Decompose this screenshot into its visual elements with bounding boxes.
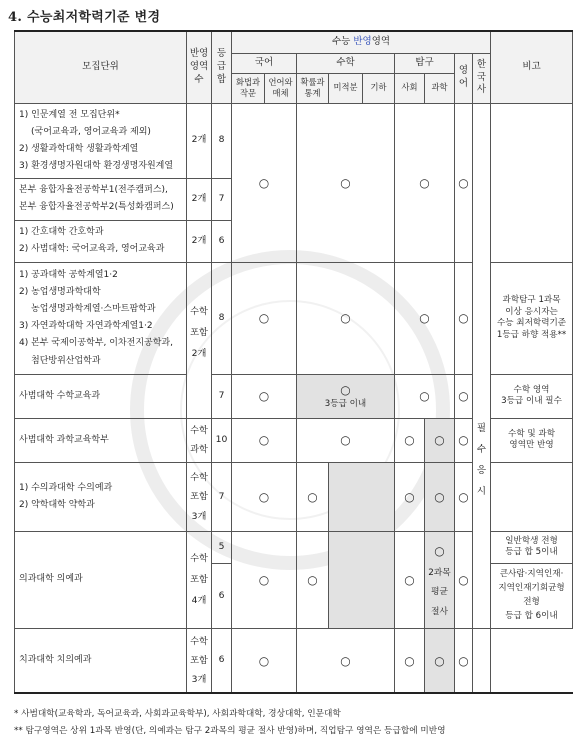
grade-sum: 6 [212,563,232,628]
inquiry-mark: ○ [395,374,455,418]
history-required: 필 수 응 시 [473,103,491,628]
grade-sum: 8 [212,103,232,178]
remark-cell [491,462,573,531]
header-inquiry: 탐구 [395,53,455,73]
grade-sum: 7 [212,374,232,418]
calculus-geometry-shade [329,462,395,531]
header-prob-stats: 확률과 통계 [297,73,329,103]
header-reflect-area: 수능 반영영역 [232,31,491,53]
header-unit: 모집단위 [15,31,187,103]
unit-cell: 1) 공과대학 공학계열1·2 2) 농업생명과학대학 농업생명과학계열·스마트팜학과 3) 자연과학대학 자연과학계열1·2 4) 본부 국제이공학부, 이차전지공학과, 첨단방위산업학과 [15,262,187,374]
prob-stats-mark: ○ [297,462,329,531]
unit-cell: 본부 융합자율전공학부1(전주캠퍼스), 본부 융합자율전공학부2(특성화캠퍼스) [15,178,187,220]
unit-cell: 1) 간호대학 간호학과 2) 사범대학: 국어교육과, 영어교육과 [15,220,187,262]
english-mark: ○ [455,628,473,693]
remark-cell: 큰사람·지역인재· 지역인재기회균형 전형 등급 합 6이내 [491,563,573,628]
reflect-count: 수학 포함 2개 [187,262,212,418]
english-mark: ○ [455,103,473,262]
csat-minimum-standard-table [14,30,573,694]
grade-sum: 7 [212,178,232,220]
remark-cell: 수학 영역 3등급 이내 필수 [491,374,573,418]
english-mark: ○ [455,262,473,374]
footnotes [14,706,574,739]
unit-cell: 1) 인문계열 전 모집단위* (국어교육과, 영어교육과 제외) 2) 생활과학대학 생활과학계열 3) 환경생명자원대학 환경생명자원계열 [15,103,187,178]
header-math: 수학 [297,53,395,73]
calculus-geometry-shade [329,531,395,628]
unit-cell: 사범대학 수학교육과 [15,374,187,418]
english-mark: ○ [455,462,473,531]
grade-sum: 6 [212,220,232,262]
unit-cell: 치과대학 치의예과 [15,628,187,693]
social-mark: ○ [395,628,425,693]
korean-mark: ○ [232,103,297,262]
remark-cell: 과학탐구 1과목 이상 응시자는 수능 최저학력기준 1등급 하향 적용** [491,262,573,374]
grade-sum: 6 [212,628,232,693]
reflect-count: 2개 [187,178,212,220]
footnote-2: ** 탐구영역은 상위 1과목 반영(단, 의예과는 탐구 2과목의 평균 절사 반영)하며, 직업탐구 영역은 등급합에 미반영 [14,725,446,736]
reflect-count: 수학 과학 [187,418,212,462]
inquiry-mark: ○ [395,262,455,374]
remark-cell: 일반학생 전형 등급 합 5이내 [491,531,573,563]
science-mark: ○ [425,418,455,462]
header-language-media: 언어와 매체 [265,73,297,103]
science-mark: ○ 2과목 평균 절사 [425,531,455,628]
english-mark: ○ [455,374,473,418]
korean-mark: ○ [232,374,297,418]
remark-cell [491,103,573,262]
unit-cell: 1) 수의과대학 수의예과 2) 약학대학 약학과 [15,462,187,531]
math-mark: ○ [297,628,395,693]
header-speech-writing: 화법과 작문 [232,73,265,103]
header-science: 과학 [425,73,455,103]
english-mark: ○ [455,531,473,628]
table-row [15,103,573,178]
header-geometry: 기하 [363,73,395,103]
korean-mark: ○ [232,531,297,628]
header-reflect-count: 반영 영역 수 [187,31,212,103]
remark-cell: 수학 및 과학 영역만 반영 [491,418,573,462]
korean-mark: ○ [232,462,297,531]
inquiry-mark: ○ [395,103,455,262]
header-social: 사회 [395,73,425,103]
header-korean: 국어 [232,53,297,73]
prob-stats-mark: ○ [297,531,329,628]
reflect-count: 수학 포함 3개 [187,628,212,693]
header-calculus: 미적분 [329,73,363,103]
social-mark: ○ [395,531,425,628]
korean-mark: ○ [232,262,297,374]
reflect-count: 2개 [187,103,212,178]
unit-cell: 의과대학 의예과 [15,531,187,628]
grade-sum: 10 [212,418,232,462]
reflect-count: 2개 [187,220,212,262]
science-mark: ○ [425,628,455,693]
reflect-count: 수학 포함 3개 [187,462,212,531]
math-mark: ○ [297,418,395,462]
unit-cell: 사범대학 과학교육학부 [15,418,187,462]
math-mark: ○ [297,103,395,262]
science-mark: ○ [425,462,455,531]
footnote-1: * 사범대학(교육학과, 독어교육과, 사회과교육학부), 사회과학대학, 경상대학, 인문대학 [14,709,341,719]
grade-sum: 5 [212,531,232,563]
social-mark: ○ [395,462,425,531]
grade-sum: 8 [212,262,232,374]
english-mark: ○ [455,418,473,462]
header-remarks: 비고 [491,31,573,103]
header-grade-sum: 등 급 합 [212,31,232,103]
math-mark: ○ [297,262,395,374]
remark-cell [473,628,491,693]
korean-mark: ○ [232,418,297,462]
math-mark-required: ○ 3등급 이내 [297,374,395,418]
grade-sum: 7 [212,462,232,531]
section-heading: 4. 수능최저학력기준 변경 [8,10,161,25]
header-english: 영 어 [455,53,473,103]
korean-mark: ○ [232,628,297,693]
reflect-count: 수학 포함 4개 [187,531,212,628]
social-mark: ○ [395,418,425,462]
table-row [15,628,573,693]
header-history: 한 국 사 [473,53,491,103]
